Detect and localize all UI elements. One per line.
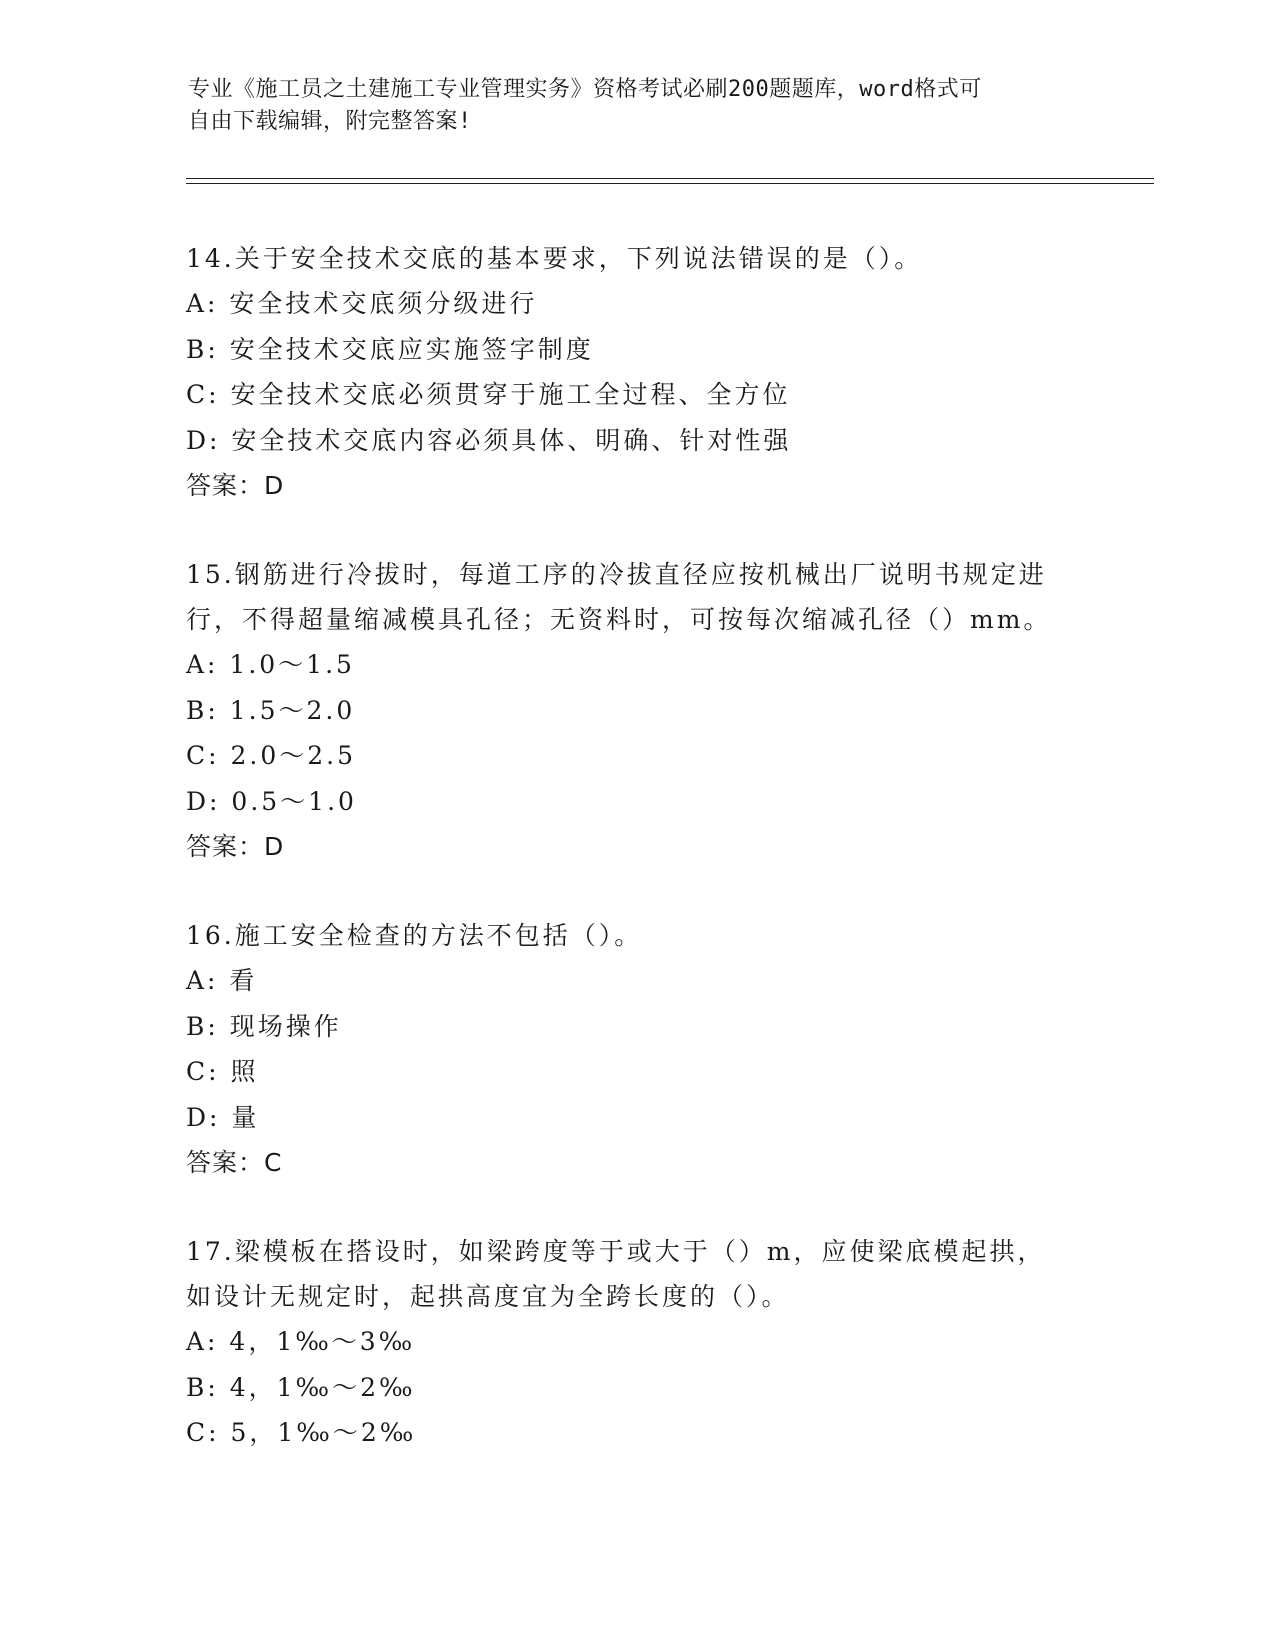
header-divider-bottom <box>186 183 1154 184</box>
header-divider-top <box>186 178 1154 179</box>
document-header <box>188 74 1068 138</box>
answer: 答案：C <box>186 1148 283 1177</box>
option-a: A: 1.0～1.5 <box>186 650 355 679</box>
option-d: D: 量 <box>186 1102 260 1132</box>
question-stem-line: 17.梁模板在搭设时，如梁跨度等于或大于（）m，应使梁底模起拱， <box>186 1237 1046 1266</box>
question-16 <box>186 913 1086 1185</box>
question-stem-line: 如设计无规定时，起拱高度宜为全跨长度的（）。 <box>186 1282 790 1311</box>
header-line-2: 自由下载编辑，附完整答案! <box>188 109 472 134</box>
question-list <box>186 236 1086 1500</box>
option-a: A: 安全技术交底须分级进行 <box>186 289 538 318</box>
option-d: D: 0.5～1.0 <box>186 786 357 816</box>
option-c: C: 5，1‰～2‰ <box>186 1418 417 1447</box>
question-15 <box>186 552 1086 869</box>
option-a: A: 4，1‰～3‰ <box>186 1327 416 1356</box>
question-stem-line: 16.施工安全检查的方法不包括（）。 <box>186 921 643 950</box>
answer: 答案：D <box>186 471 285 500</box>
option-d: D: 安全技术交底内容必须具体、明确、针对性强 <box>186 425 792 455</box>
option-b: B: 安全技术交底应实施签字制度 <box>186 334 594 364</box>
header-line-1: 专业《施工员之土建施工专业管理实务》资格考试必刷200题题库，word格式可 <box>188 77 982 102</box>
question-stem-line: 14.关于安全技术交底的基本要求，下列说法错误的是（）。 <box>186 244 923 273</box>
answer: 答案：D <box>186 832 285 861</box>
option-b: B: 现场操作 <box>186 1011 342 1041</box>
option-b: B: 1.5～2.0 <box>186 695 356 725</box>
option-c: C: 安全技术交底必须贯穿于施工全过程、全方位 <box>186 380 791 409</box>
option-c: C: 照 <box>186 1057 259 1086</box>
question-17 <box>186 1229 1086 1456</box>
option-a: A: 看 <box>186 966 258 995</box>
question-14 <box>186 236 1086 508</box>
question-stem-line: 行，不得超量缩减模具孔径；无资料时，可按每次缩减孔径（）mm。 <box>186 605 1052 634</box>
option-c: C: 2.0～2.5 <box>186 741 357 770</box>
option-b: B: 4，1‰～2‰ <box>186 1372 416 1402</box>
question-stem-line: 15.钢筋进行冷拔时，每道工序的冷拔直径应按机械出厂说明书规定进 <box>186 560 1047 589</box>
